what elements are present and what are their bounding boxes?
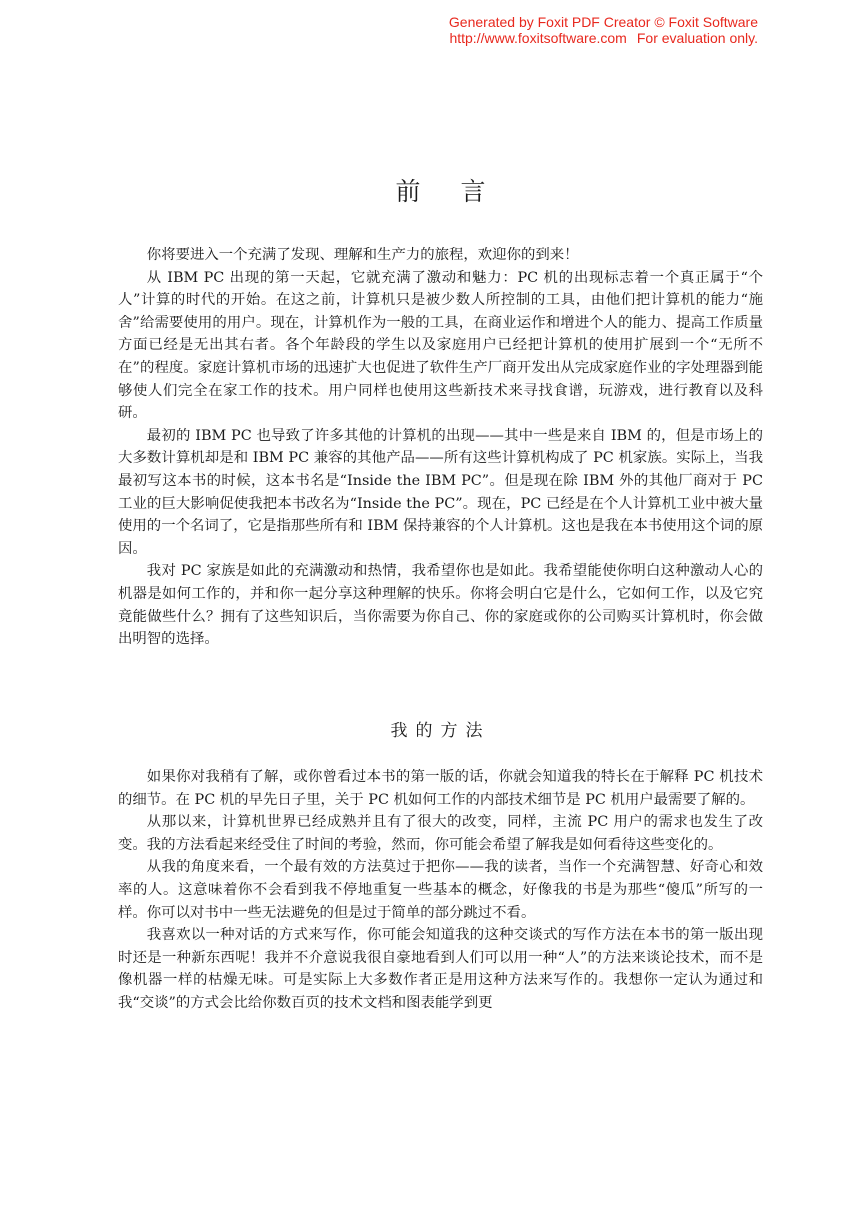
page-title: 前言 bbox=[395, 177, 526, 206]
watermark-url: http://www.foxitsoftware.com bbox=[449, 30, 627, 46]
watermark-line1: Generated by Foxit PDF Creator © Foxit Software bbox=[448, 14, 758, 30]
preface-paragraph-1: 你将要进入一个充满了发现、理解和生产力的旅程，欢迎你的到来！ bbox=[146, 247, 579, 263]
section-paragraph-3: 从我的角度来看，一个最有效的方法莫过于把你——我的读者，当作一个充满智慧、好奇心和效率的人。这意味着你不会看到我不停地重复一些基本的概念，好像我的书是为那些“傻瓜”所写的一样。你可以对书中一些无法避免的但是过于简单的部分跳过不看。 bbox=[118, 859, 763, 921]
watermark-note: For evaluation only. bbox=[636, 30, 758, 46]
preface-paragraph-2: 从 IBM PC 出现的第一天起，它就充满了激动和魅力：PC 机的出现标志着一个真正属于“个人”计算的时代的开始。在这之前，计算机只是被少数人所控制的工具，由他们把计算机的能力“施舍”给需要使用的用户。现在，计算机作为一般的工具，在商业运作和增进个人的能力、提高工作质量方面已经是无出其右者。各个年龄段的学生以及家庭用户已经把计算机的使用扩展到一个“无所不在”的程度。家庭计算机市场的迅速扩大也促进了软件生产厂商开发出从完成家庭作业的字处理器到能够使人们完全在家工作的技术。用户同样也使用这些新技术来寻找食谱，玩游戏，进行教育以及科研。 bbox=[118, 269, 763, 422]
foxit-watermark bbox=[449, 14, 758, 46]
preface-paragraph-4: 我对 PC 家族是如此的充满激动和热情，我希望你也是如此。我希望能使你明白这种激动人心的机器是如何工作的，并和你一起分享这种理解的快乐。你将会明白它是什么，它如何工作，以及它究竟能做些什么？拥有了这些知识后，当你需要为你自己、你的家庭或你的公司购买计算机时，你会做出明智的选择。 bbox=[118, 563, 763, 648]
section-paragraph-2: 从那以来，计算机世界已经成熟并且有了很大的改变，同样，主流 PC 用户的需求也发生了改变。我的方法看起来经受住了时间的考验，然而，你可能会希望了解我是如何看待这些变化的。 bbox=[118, 814, 763, 853]
preface-body bbox=[118, 244, 763, 651]
section-body bbox=[118, 766, 763, 1015]
preface-paragraph-3: 最初的 IBM PC 也导致了许多其他的计算机的出现——其中一些是来自 IBM 的，但是市场上的大多数计算机却是和 IBM PC 兼容的其他产品——所有这些计算机构成了 PC 机家族。实际上，当我最初写这本书的时候，这本书名是“Inside the IBM PC”。但是现在除 IBM 外的其他厂商对于 PC 工业的巨大影响促使我把本书改名为“Inside the PC”。现在，PC 已经是在个人计算机工业中被大量使用的一个名词了，它是指那些所有和 IBM 保持兼容的个人计算机。这也是我在本书使用这个词的原因。 bbox=[118, 427, 763, 557]
section-title: 我的方法 bbox=[390, 721, 491, 741]
section-paragraph-1: 如果你对我稍有了解，或你曾看过本书的第一版的话，你就会知道我的特长在于解释 PC 机技术的细节。在 PC 机的早先日子里，关于 PC 机如何工作的内部技术细节是 PC 机用户最需要了解的。 bbox=[118, 769, 763, 808]
watermark-line2 bbox=[449, 30, 758, 46]
section-paragraph-4: 我喜欢以一种对话的方式来写作，你可能会知道我的这种交谈式的写作方法在本书的第一版出现时还是一种新东西呢！我并不介意说我很自豪地看到人们可以用一种“人”的方法来谈论技术，而不是像机器一样的枯燥无味。可是实际上大多数作者正是用这种方法来写作的。我想你一定认为通过和我“交谈”的方式会比给你数百页的技术文档和图表能学到更 bbox=[118, 927, 763, 1011]
